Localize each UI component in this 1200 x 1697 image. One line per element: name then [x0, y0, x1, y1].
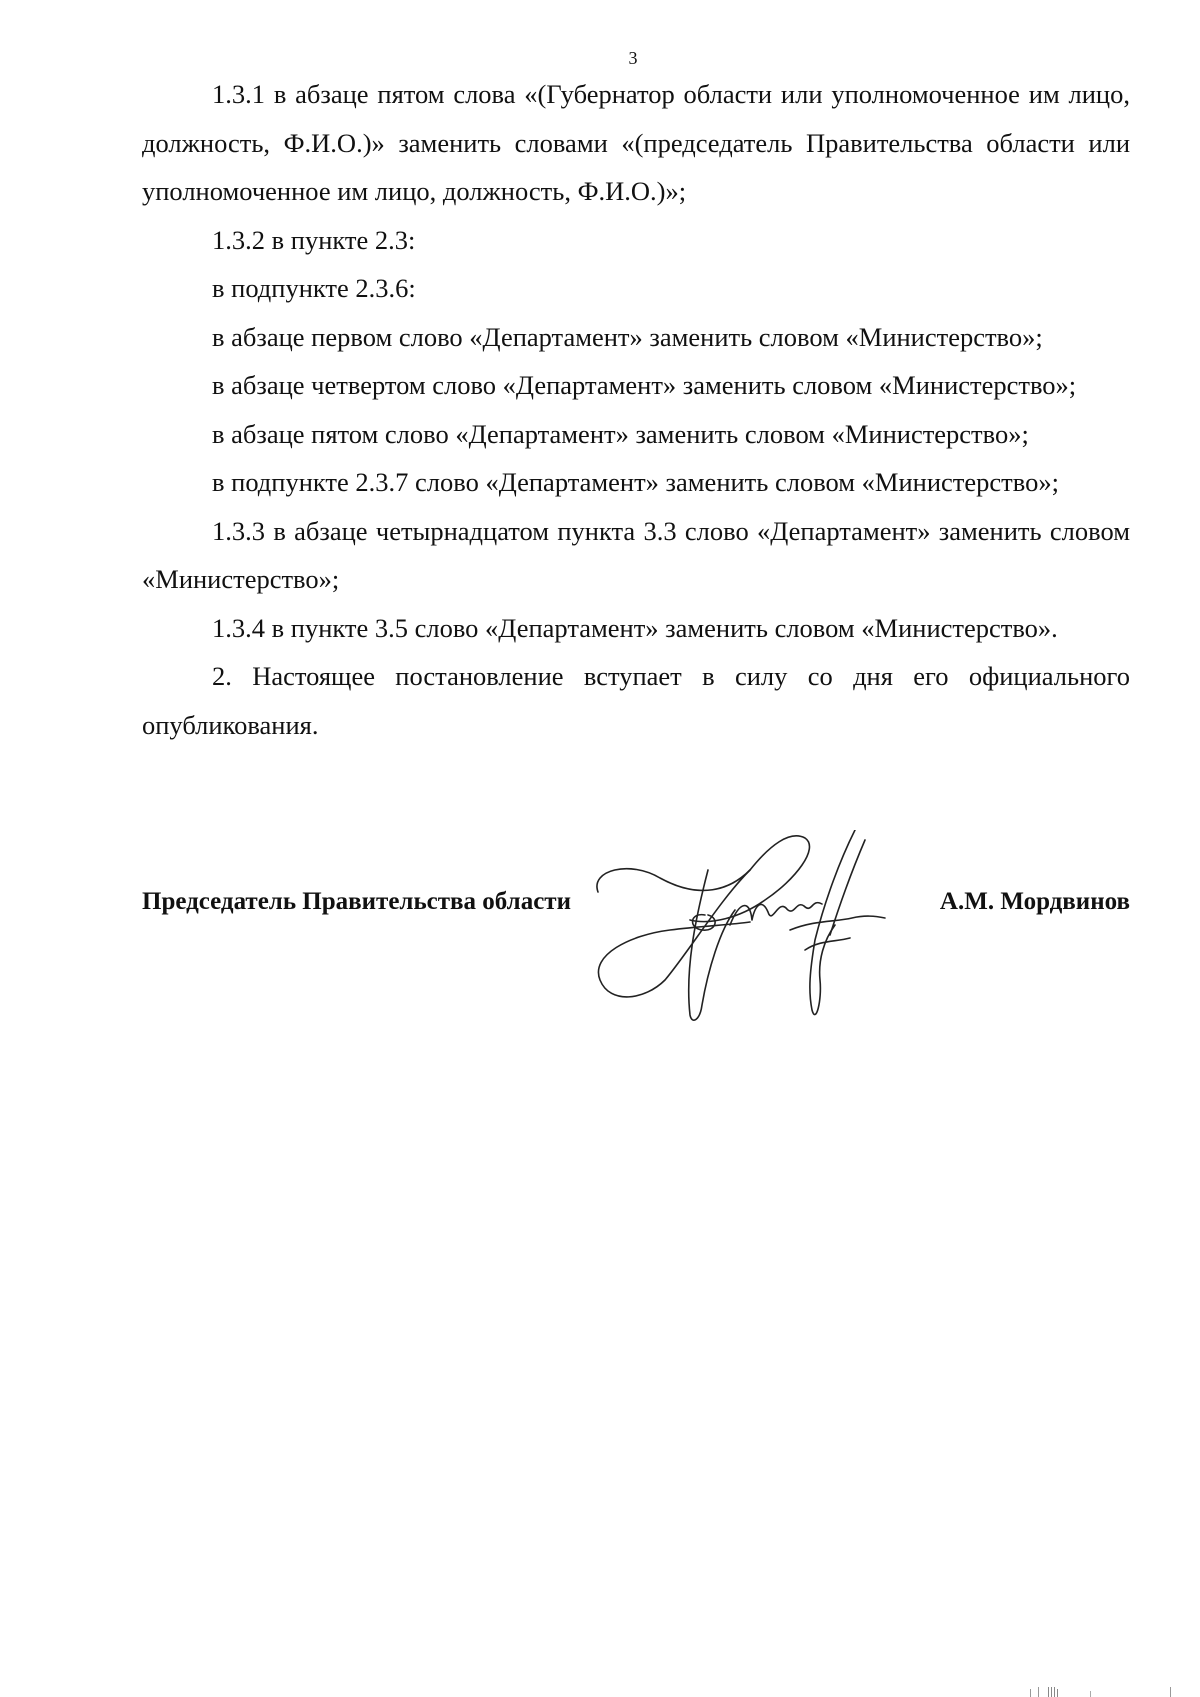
paragraph-fourth-abzats: в абзаце четвертом слово «Департамент» заменить словом «Министерство»;: [212, 370, 1077, 400]
paragraph-1-3-4: 1.3.4 в пункте 3.5 слово «Департамент» заменить словом «Министерство».: [212, 612, 1058, 643]
handwritten-signature: [590, 830, 940, 1025]
paragraph-fifth-abzats: в абзаце пятом слово «Департамент» заменить словом «Министерство»;: [212, 418, 1029, 449]
signer-title: Председатель Правительства области: [142, 888, 571, 915]
paragraph-1-3-3: 1.3.3 в абзаце четырнадцатом пункта 3.3 слово «Департамент» заменить словом «Министерство»;: [142, 515, 1130, 594]
page-number: 3: [628, 48, 638, 68]
paragraph-1-3-2: 1.3.2 в пункте 2.3:: [212, 224, 416, 255]
document-body: [142, 70, 1130, 749]
paragraph-1-3-1: 1.3.1 в абзаце пятом слова «(Губернатор области или уполномоченное им лицо, должность, Ф.И.О.)» заменить словами «(председатель Правительства области или уполномоченное им лицо, должность, Ф.И.О.)»;: [142, 79, 1130, 206]
paragraph-subpoint-2-3-7: в подпункте 2.3.7 слово «Департамент» заменить словом «Министерство»;: [212, 467, 1059, 497]
paragraph-2-effective: 2. Настоящее постановление вступает в силу со дня его официального опубликования.: [142, 661, 1130, 740]
signer-name: А.М. Мордвинов: [939, 888, 1130, 915]
paragraph-first-abzats: в абзаце первом слово «Департамент» заменить словом «Министерство»;: [212, 321, 1043, 352]
paragraph-subpoint-2-3-6: в подпункте 2.3.6:: [212, 273, 416, 303]
scan-artifact-marks: [1030, 1685, 1180, 1697]
